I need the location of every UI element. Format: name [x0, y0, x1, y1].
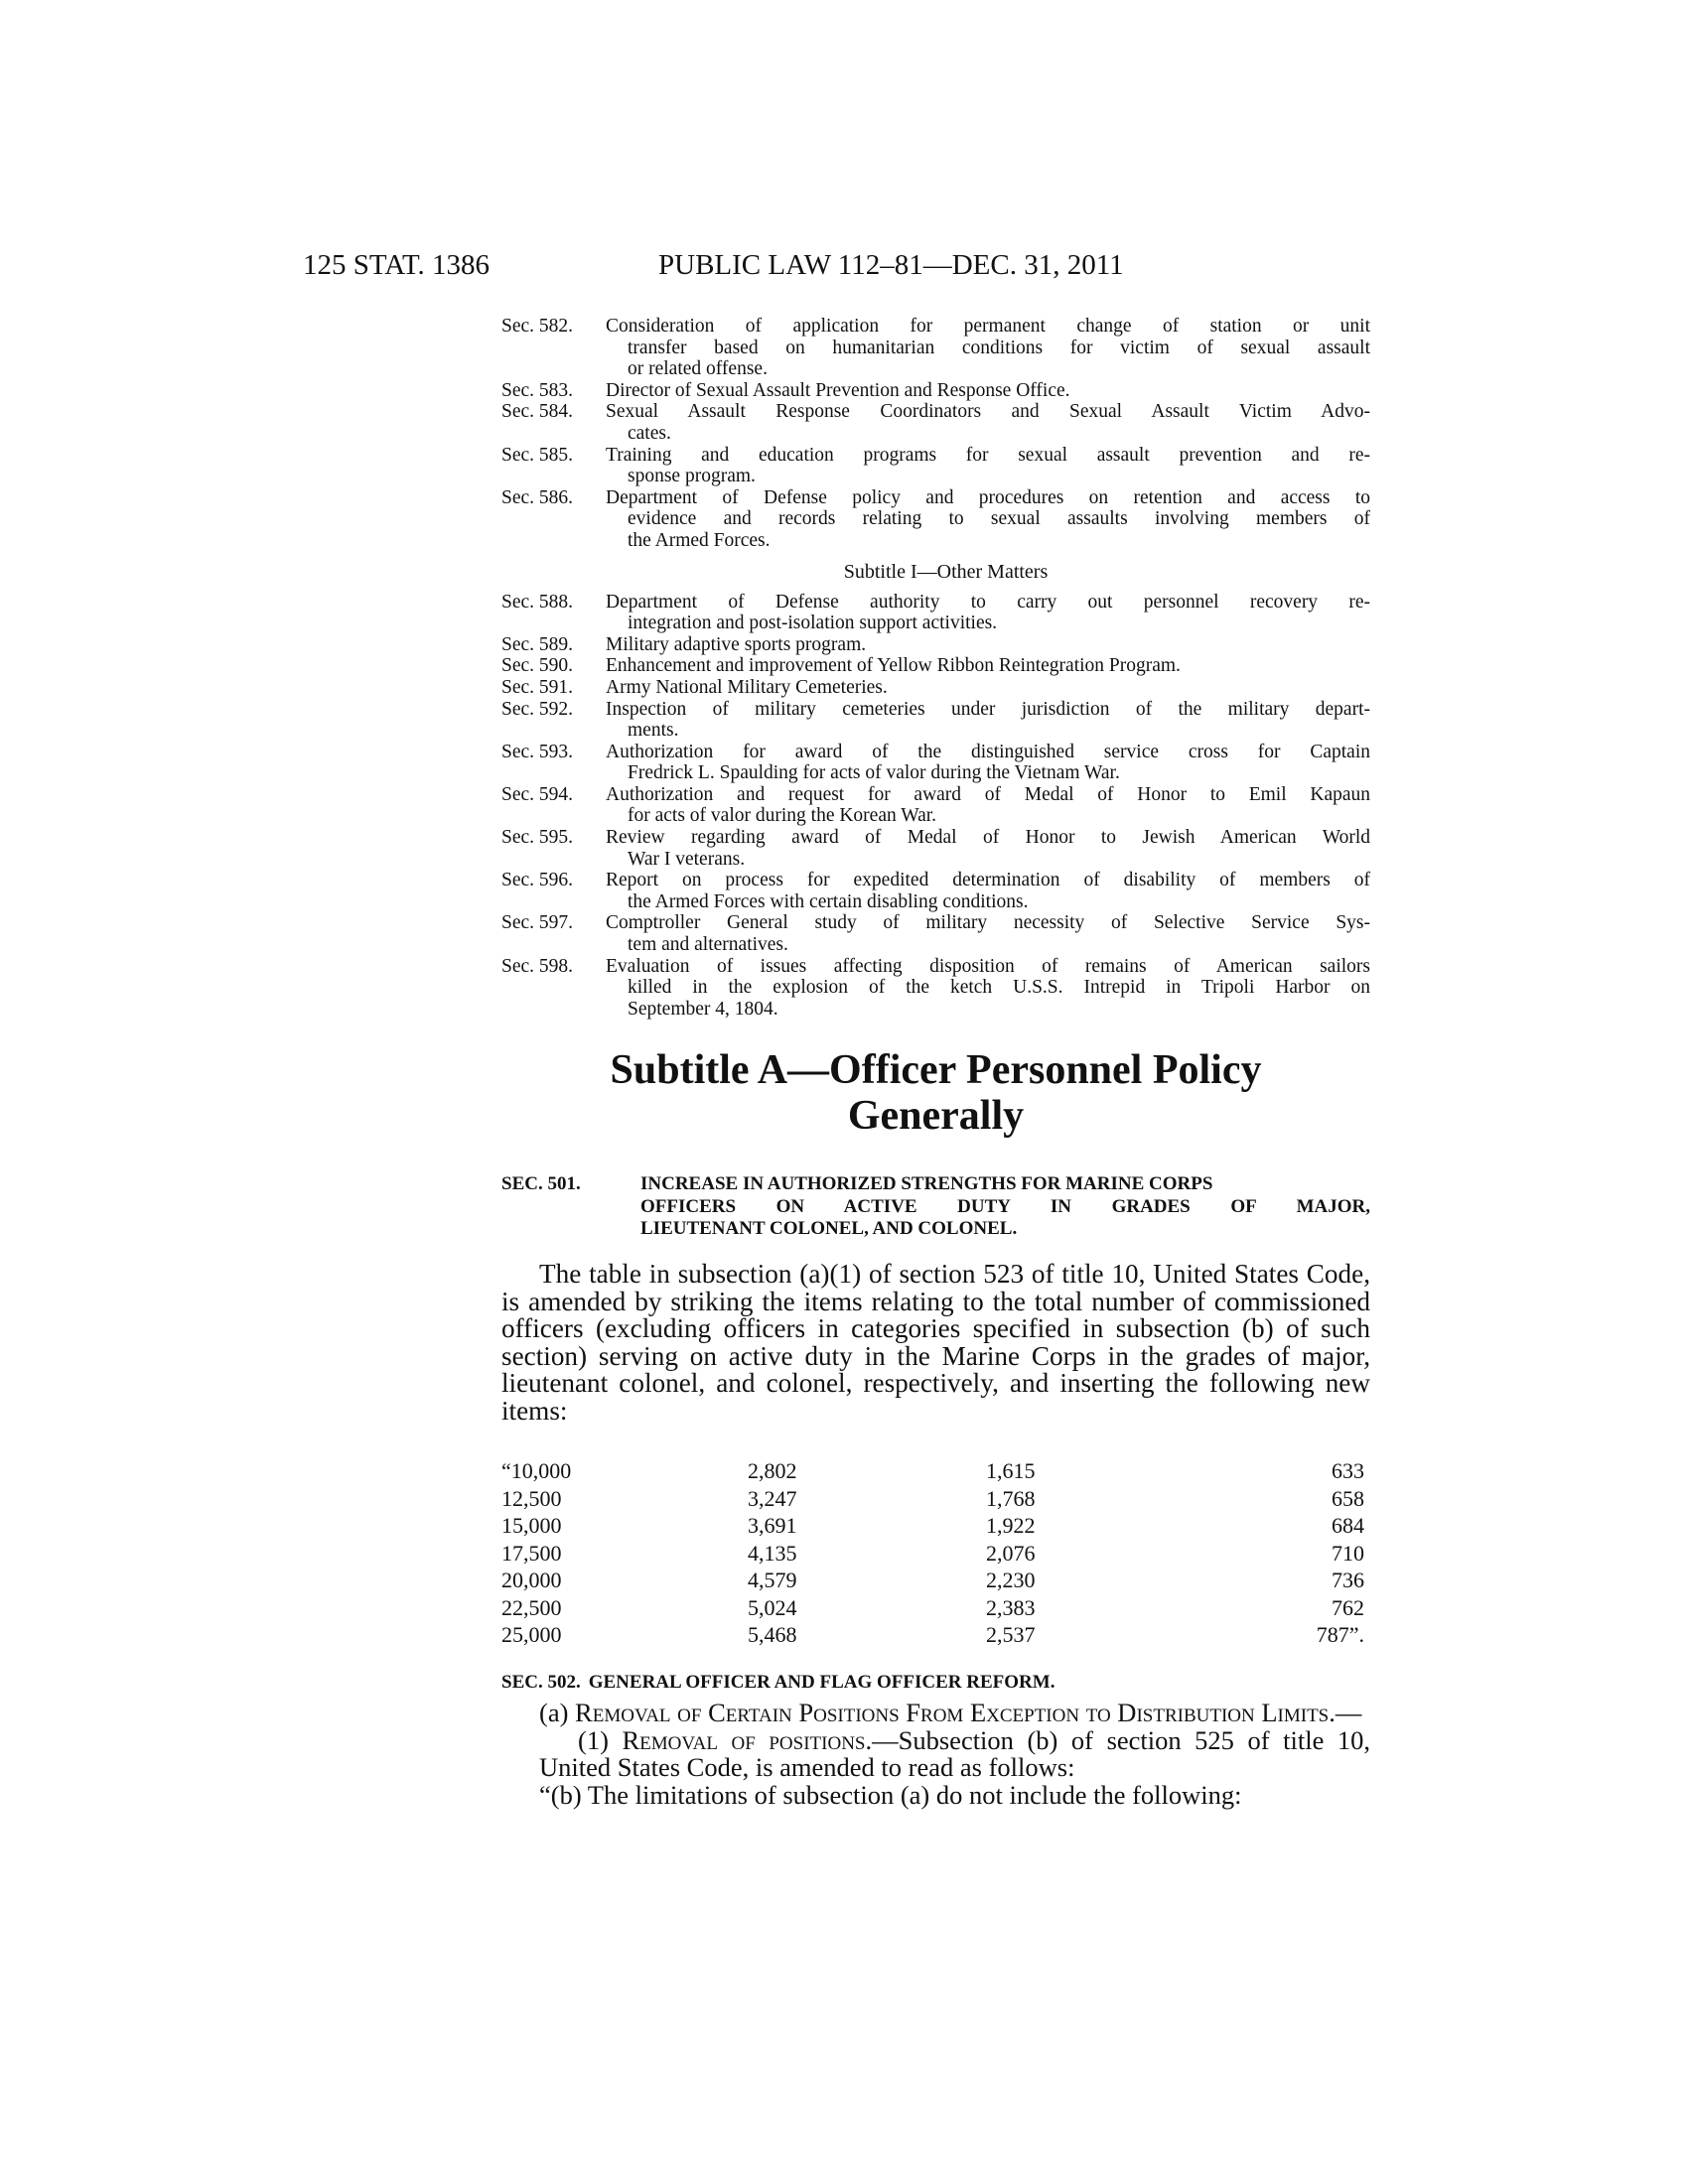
toc-group-2 [501, 592, 1370, 1021]
sec-501-paragraph: The table in subsection (a)(1) of section 523 of title 10, United States Code, is amended by striking the items relating to the total number of commissioned officers (excluding officers in categories specified in subsection (b) of such section) serving on active duty in the Marine Corps in the grades of major, lieutenant colonel, and colonel, respectively, and inserting the following new items: [501, 1259, 1370, 1426]
toc-section-number: Sec. 584. [501, 401, 574, 423]
toc-title-line: evidence and records relating to sexual assaults involving members of [628, 508, 1370, 530]
table-row [501, 1540, 1370, 1568]
subsection-a-label: (a) [539, 1698, 569, 1727]
toc-title-line: Consideration of application for permanent change of station or unit [606, 316, 1370, 337]
public-law-title: PUBLIC LAW 112–81—DEC. 31, 2011 [658, 249, 1124, 281]
table-cell: 4,135 [748, 1540, 797, 1566]
toc-title-line: Authorization and request for award of Medal of Honor to Emil Kapaun [606, 783, 1370, 805]
toc-section-number: Sec. 585. [501, 444, 574, 466]
sec-501-heading [501, 1173, 1370, 1241]
toc-section-title [606, 870, 1370, 912]
toc-section-title [606, 784, 1370, 827]
table-cell: 2,383 [986, 1594, 1036, 1620]
toc-title-line: Evaluation of issues affecting disposition of remains of American sailors [606, 955, 1370, 977]
toc-entry [501, 316, 1370, 380]
toc-entry [501, 380, 1370, 402]
toc-group-1 [501, 316, 1370, 552]
toc-title-line: War I veterans. [628, 848, 746, 870]
toc-section-title [606, 445, 1370, 487]
table-cell: 1,922 [986, 1513, 1036, 1538]
subsection-a-heading: Removal of Certain Positions From Exception to Distribution Limits.— [575, 1698, 1362, 1727]
toc-section-number: Sec. 596. [501, 870, 574, 891]
sec-502-title: GENERAL OFFICER AND FLAG OFFICER REFORM. [588, 1672, 1055, 1693]
table-row [501, 1485, 1370, 1513]
toc-title-line: sponse program. [628, 466, 756, 487]
toc-title-line: Military adaptive sports program. [606, 633, 867, 655]
toc-entry [501, 655, 1370, 677]
toc-subtitle-i: Subtitle I—Other Matters [843, 560, 1049, 583]
toc-title-line: Review regarding award of Medal of Honor to Jewish American World [606, 827, 1370, 849]
stat-page-number: 125 STAT. 1386 [303, 249, 491, 281]
toc-section-title [606, 827, 1370, 870]
toc-entry [501, 699, 1370, 742]
toc-title-line: Training and education programs for sexual assault prevention and re- [606, 444, 1370, 466]
toc-section-title [606, 316, 1370, 380]
sec-502-paragraph-1 [501, 1724, 1371, 1782]
toc-title-line: Enhancement and improvement of Yellow Ribbon Reintegration Program. [606, 655, 1181, 677]
toc-entry [501, 445, 1370, 487]
toc-section-number: Sec. 597. [501, 912, 574, 934]
toc-entry [501, 634, 1370, 656]
toc-title-line: Director of Sexual Assault Prevention and Response Office. [606, 379, 1070, 401]
toc-title-line: Inspection of military cemeteries under jurisdiction of the military depart- [606, 698, 1370, 720]
toc-section-title [606, 487, 1370, 552]
table-row [501, 1594, 1370, 1622]
toc-title-line: Report on process for expedited determination of disability of members of [606, 870, 1370, 891]
toc-title-line: integration and post-isolation support activities. [628, 613, 998, 634]
toc-title-line: Department of Defense policy and procedures on retention and access to [606, 486, 1370, 508]
table-cell: 4,579 [748, 1568, 797, 1592]
sec-501-title-line1: INCREASE IN AUTHORIZED STRENGTHS FOR MARINE CORPS [640, 1173, 1213, 1194]
toc-section-number: Sec. 594. [501, 783, 574, 805]
toc-section-title [606, 634, 1370, 656]
table-cell: 15,000 [501, 1513, 562, 1538]
table-cell: 25,000 [501, 1622, 562, 1647]
table-cell: 633 [1332, 1458, 1364, 1483]
page-header [303, 245, 1395, 285]
sec-502-subsection-a [501, 1700, 1370, 1727]
toc-entry [501, 784, 1370, 827]
toc-section-number: Sec. 582. [501, 316, 574, 337]
table-cell: 1,768 [986, 1485, 1036, 1511]
toc-section-title [606, 699, 1370, 742]
toc-title-line: the Armed Forces. [628, 529, 771, 551]
toc-entry [501, 677, 1370, 699]
toc-section-title [606, 956, 1370, 1021]
table-cell: 658 [1332, 1485, 1364, 1511]
subtitle-a-line1: Subtitle A—Officer Personnel Policy [610, 1047, 1262, 1093]
subtitle-a-line2: Generally [847, 1093, 1025, 1139]
toc-entry [501, 827, 1370, 870]
table-row [501, 1621, 1370, 1649]
sec-502-body [501, 1700, 1370, 1809]
table-cell: 17,500 [501, 1540, 562, 1566]
table-cell: 5,024 [748, 1594, 797, 1620]
table-of-contents [501, 316, 1370, 1020]
toc-section-title [606, 401, 1370, 444]
sec-502-heading [501, 1672, 1370, 1695]
toc-section-number: Sec. 586. [501, 486, 574, 508]
toc-section-title [606, 677, 1370, 699]
toc-title-line: or related offense. [628, 358, 768, 380]
paragraph-1-label: (1) [578, 1724, 609, 1755]
toc-entry [501, 487, 1370, 552]
table-cell: 2,230 [986, 1568, 1036, 1592]
toc-section-number: Sec. 588. [501, 591, 574, 613]
table-cell: 5,468 [748, 1622, 797, 1647]
table-cell: “10,000 [501, 1458, 572, 1483]
table-cell: 684 [1332, 1513, 1364, 1538]
sec-501-title-line3: LIEUTENANT COLONEL, AND COLONEL. [640, 1218, 1018, 1239]
table-row [501, 1512, 1370, 1540]
toc-section-number: Sec. 590. [501, 655, 574, 677]
toc-title-line: Department of Defense authority to carry out personnel recovery re- [606, 591, 1370, 613]
toc-entry [501, 592, 1370, 634]
toc-entry [501, 742, 1370, 784]
toc-section-number: Sec. 595. [501, 827, 574, 849]
toc-section-title [606, 742, 1370, 784]
toc-entry [501, 870, 1370, 912]
table-row [501, 1567, 1370, 1594]
toc-entry [501, 912, 1370, 955]
toc-title-line: ments. [628, 720, 679, 742]
subtitle-a-heading [501, 1047, 1370, 1139]
table-cell: 2,076 [986, 1540, 1036, 1566]
toc-section-number: Sec. 592. [501, 698, 574, 720]
toc-title-line: the Armed Forces with certain disabling conditions. [628, 890, 1029, 912]
toc-title-line: September 4, 1804. [628, 998, 778, 1020]
sec-501-title-line2: OFFICERS ON ACTIVE DUTY IN GRADES OF MAJOR, [640, 1195, 1370, 1217]
toc-entry [501, 956, 1370, 1021]
toc-title-line: transfer based on humanitarian conditions for victim of sexual assault [628, 337, 1370, 358]
table-cell: 3,691 [748, 1513, 797, 1538]
paragraph-1-text: Subsection (b) of section 525 of title 10, United States Code, is amended to read as follows: [539, 1724, 1371, 1782]
toc-section-number: Sec. 591. [501, 676, 574, 698]
sec-501-body [501, 1261, 1370, 1425]
toc-title-line: cates. [628, 422, 671, 444]
sec-502-number: SEC. 502. [501, 1672, 581, 1693]
paragraph-1-heading: Removal of positions.— [622, 1724, 899, 1755]
table-cell: 20,000 [501, 1568, 562, 1592]
toc-title-line: Fredrick L. Spaulding for acts of valor during the Vietnam War. [628, 762, 1120, 784]
toc-title-line: for acts of valor during the Korean War. [628, 805, 937, 827]
marine-officer-strength-table [501, 1457, 1370, 1649]
table-cell: 736 [1332, 1568, 1364, 1592]
table-row [501, 1457, 1370, 1485]
table-cell: 12,500 [501, 1485, 562, 1511]
table-cell: 710 [1332, 1540, 1364, 1566]
toc-title-line: Sexual Assault Response Coordinators and Sexual Assault Victim Advo- [606, 401, 1370, 423]
toc-section-number: Sec. 583. [501, 379, 574, 401]
toc-section-number: Sec. 593. [501, 741, 574, 762]
toc-section-title [606, 912, 1370, 955]
sec-502-quoted-subsection-b: “(b) The limitations of subsection (a) do not include the following: [539, 1779, 1242, 1810]
toc-section-title [606, 655, 1370, 677]
toc-title-line: Authorization for award of the distinguished service cross for Captain [606, 741, 1370, 762]
table-cell: 1,615 [986, 1458, 1036, 1483]
table-cell: 3,247 [748, 1485, 797, 1511]
table-cell: 2,802 [748, 1458, 797, 1483]
table-cell: 2,537 [986, 1622, 1036, 1647]
toc-section-number: Sec. 598. [501, 955, 574, 977]
table-cell: 787”. [1316, 1622, 1364, 1647]
toc-entry [501, 401, 1370, 444]
toc-title-line: Comptroller General study of military necessity of Selective Service Sys- [606, 912, 1370, 934]
toc-title-line: tem and alternatives. [628, 934, 788, 956]
toc-section-title [606, 592, 1370, 634]
toc-title-line: Army National Military Cemeteries. [606, 676, 888, 698]
toc-section-title [606, 380, 1370, 402]
sec-501-number: SEC. 501. [501, 1173, 581, 1194]
table-cell: 762 [1332, 1594, 1364, 1620]
table-cell: 22,500 [501, 1594, 562, 1620]
toc-title-line: killed in the explosion of the ketch U.S.S. Intrepid in Tripoli Harbor on [628, 977, 1370, 999]
toc-section-number: Sec. 589. [501, 633, 574, 655]
